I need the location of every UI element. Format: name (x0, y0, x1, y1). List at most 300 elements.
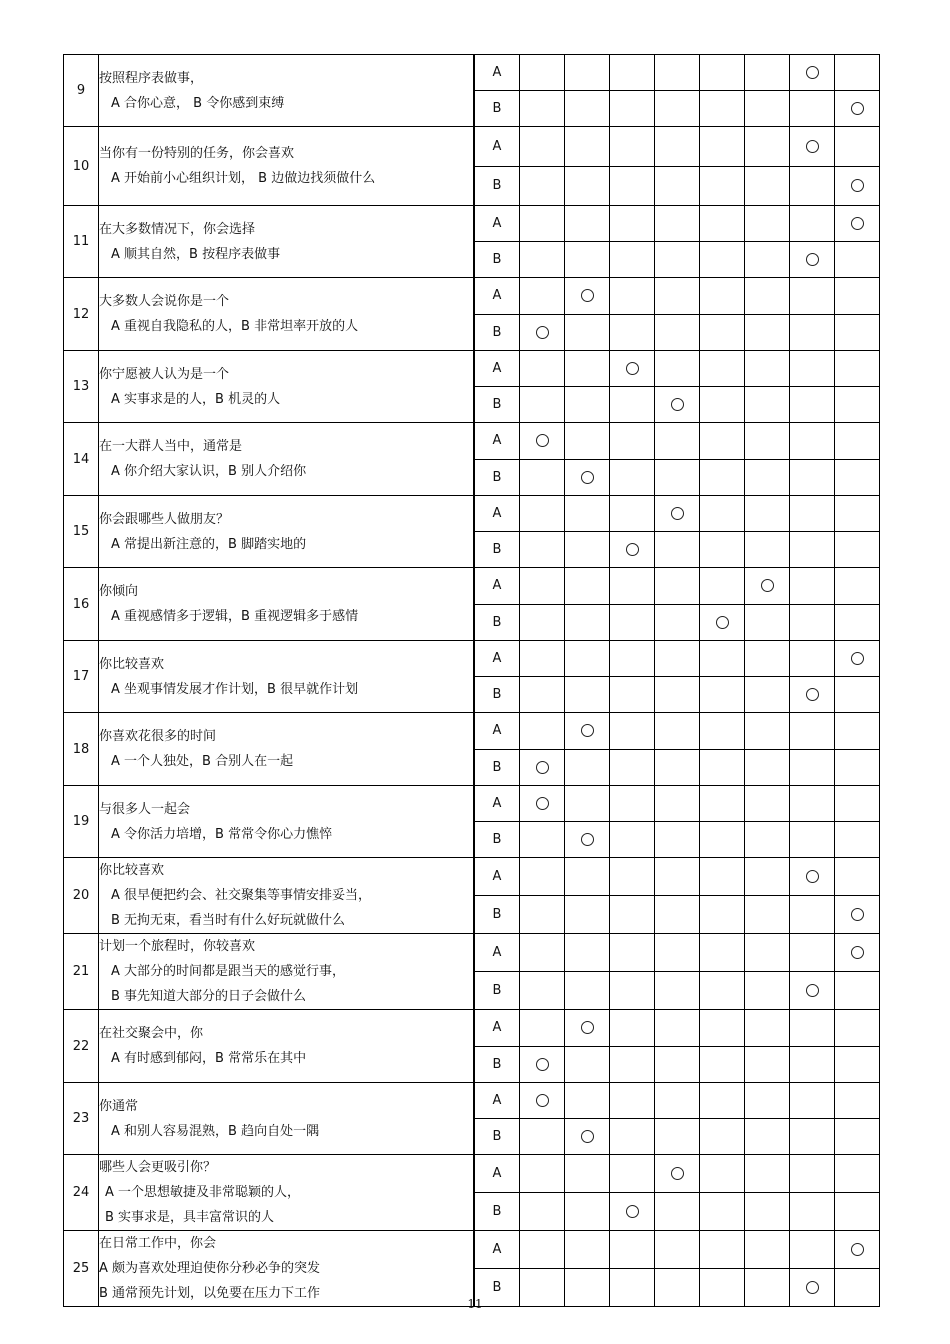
answer-cell[interactable] (835, 1046, 880, 1083)
question-number: 10 (64, 127, 99, 206)
answer-cell[interactable] (835, 713, 880, 750)
answer-cell[interactable] (655, 896, 700, 934)
answer-cell[interactable] (655, 1046, 700, 1083)
answer-cell[interactable] (610, 423, 655, 460)
answer-cell[interactable] (745, 532, 790, 568)
option-label: A (474, 786, 520, 822)
answer-cell[interactable] (520, 604, 565, 641)
answer-cell[interactable] (610, 1119, 655, 1155)
answer-cell[interactable] (655, 314, 700, 351)
answer-cell[interactable] (700, 314, 745, 351)
answer-cell[interactable] (610, 242, 655, 278)
answer-cell[interactable] (700, 1083, 745, 1119)
answer-cell[interactable] (610, 1010, 655, 1047)
answer-cell[interactable] (700, 278, 745, 315)
answer-cell[interactable] (835, 786, 880, 822)
option-label: B (474, 896, 520, 934)
answer-cell[interactable] (700, 786, 745, 822)
answer-cell[interactable] (790, 749, 835, 786)
answer-cell[interactable] (655, 278, 700, 315)
answer-cell[interactable] (565, 278, 610, 315)
answer-cell[interactable] (790, 314, 835, 351)
answer-cell[interactable] (790, 127, 835, 167)
answer-cell[interactable] (565, 749, 610, 786)
answer-cell[interactable] (655, 1010, 700, 1047)
answer-cell[interactable] (745, 972, 790, 1010)
answer-cell[interactable] (610, 822, 655, 858)
answer-cell[interactable] (700, 423, 745, 460)
question-text (99, 858, 475, 934)
answer-cell[interactable] (790, 91, 835, 127)
answer-cell[interactable] (520, 749, 565, 786)
answer-cell[interactable] (520, 713, 565, 750)
answer-cell[interactable] (700, 1119, 745, 1155)
answer-cell[interactable] (700, 387, 745, 423)
answer-cell[interactable] (745, 91, 790, 127)
answer-cell[interactable] (610, 496, 655, 532)
answer-cell[interactable] (745, 423, 790, 460)
answer-cell[interactable] (610, 641, 655, 677)
answer-cell[interactable] (610, 896, 655, 934)
answer-cell[interactable] (610, 568, 655, 605)
answer-cell[interactable] (565, 387, 610, 423)
answer-cell[interactable] (655, 858, 700, 896)
answer-cell[interactable] (610, 972, 655, 1010)
answer-cell[interactable] (835, 858, 880, 896)
answer-cell[interactable] (610, 55, 655, 91)
answer-cell[interactable] (745, 934, 790, 972)
answer-cell[interactable] (745, 1193, 790, 1231)
answer-cell[interactable] (565, 1083, 610, 1119)
answer-cell[interactable] (700, 1231, 745, 1269)
answer-cell[interactable] (790, 1083, 835, 1119)
answer-cell[interactable] (790, 387, 835, 423)
answer-cell[interactable] (520, 127, 565, 167)
answer-cell[interactable] (565, 459, 610, 496)
answer-cell[interactable] (745, 459, 790, 496)
answer-cell[interactable] (835, 1083, 880, 1119)
answer-cell[interactable] (790, 55, 835, 91)
answer-cell[interactable] (745, 242, 790, 278)
answer-cell[interactable] (835, 206, 880, 242)
answer-cell[interactable] (610, 459, 655, 496)
question-number: 21 (64, 934, 99, 1010)
answer-cell[interactable] (655, 206, 700, 242)
circle-mark-icon (806, 66, 819, 79)
answer-cell[interactable] (700, 496, 745, 532)
answer-cell[interactable] (565, 1155, 610, 1193)
answer-cell[interactable] (610, 677, 655, 713)
answer-cell[interactable] (655, 972, 700, 1010)
answer-cell[interactable] (790, 278, 835, 315)
answer-cell[interactable] (700, 713, 745, 750)
answer-cell[interactable] (520, 532, 565, 568)
answer-cell[interactable] (520, 314, 565, 351)
answer-cell[interactable] (700, 1046, 745, 1083)
answer-cell[interactable] (700, 858, 745, 896)
answer-cell[interactable] (610, 1155, 655, 1193)
answer-cell[interactable] (610, 1083, 655, 1119)
answer-cell[interactable] (565, 568, 610, 605)
answer-cell[interactable] (655, 1155, 700, 1193)
option-label: A (474, 1155, 520, 1193)
answer-cell[interactable] (790, 713, 835, 750)
answer-cell[interactable] (520, 423, 565, 460)
question-line: A 一个思想敏捷及非常聪颖的人， (105, 1185, 301, 1200)
answer-cell[interactable] (700, 677, 745, 713)
answer-cell[interactable] (565, 713, 610, 750)
answer-cell[interactable] (745, 1231, 790, 1269)
option-label: A (474, 127, 520, 167)
answer-cell[interactable] (790, 934, 835, 972)
answer-cell[interactable] (745, 677, 790, 713)
answer-cell[interactable] (655, 166, 700, 206)
answer-cell[interactable] (610, 166, 655, 206)
question-line: 按照程序表做事， (99, 70, 204, 86)
answer-cell[interactable] (520, 496, 565, 532)
answer-cell[interactable] (700, 1010, 745, 1047)
answer-cell[interactable] (835, 314, 880, 351)
answer-cell[interactable] (520, 1119, 565, 1155)
question-text (99, 351, 475, 423)
answer-cell[interactable] (655, 713, 700, 750)
answer-cell[interactable] (520, 166, 565, 206)
answer-cell[interactable] (655, 934, 700, 972)
answer-cell[interactable] (655, 1193, 700, 1231)
question-text (99, 568, 475, 641)
answer-cell[interactable] (565, 351, 610, 387)
answer-cell[interactable] (745, 351, 790, 387)
circle-mark-icon (806, 688, 819, 701)
answer-cell[interactable] (745, 387, 790, 423)
answer-cell[interactable] (655, 351, 700, 387)
answer-cell[interactable] (565, 972, 610, 1010)
answer-cell[interactable] (520, 1193, 565, 1231)
answer-cell[interactable] (700, 55, 745, 91)
answer-cell[interactable] (790, 896, 835, 934)
answer-cell[interactable] (520, 568, 565, 605)
answer-cell[interactable] (565, 1046, 610, 1083)
answer-cell[interactable] (610, 1231, 655, 1269)
answer-cell[interactable] (745, 1046, 790, 1083)
question-line: A 顺其自然，B 按程序表做事 (111, 246, 281, 262)
answer-cell[interactable] (520, 351, 565, 387)
answer-cell[interactable] (835, 278, 880, 315)
answer-cell[interactable] (790, 641, 835, 677)
answer-cell[interactable] (700, 242, 745, 278)
answer-cell[interactable] (610, 786, 655, 822)
answer-cell[interactable] (835, 496, 880, 532)
answer-cell[interactable] (565, 496, 610, 532)
answer-cell[interactable] (745, 496, 790, 532)
answer-cell[interactable] (520, 858, 565, 896)
answer-cell[interactable] (610, 1046, 655, 1083)
answer-cell[interactable] (790, 1119, 835, 1155)
answer-cell[interactable] (520, 1010, 565, 1047)
answer-row (64, 55, 880, 91)
circle-mark-icon (851, 179, 864, 192)
answer-cell[interactable] (565, 206, 610, 242)
answer-cell[interactable] (700, 749, 745, 786)
answer-cell[interactable] (835, 677, 880, 713)
circle-mark-icon (536, 1058, 549, 1071)
answer-cell[interactable] (700, 896, 745, 934)
answer-cell[interactable] (835, 1155, 880, 1193)
answer-cell[interactable] (610, 713, 655, 750)
answer-cell[interactable] (655, 822, 700, 858)
answer-cell[interactable] (835, 242, 880, 278)
answer-cell[interactable] (565, 641, 610, 677)
answer-cell[interactable] (835, 1119, 880, 1155)
answer-cell[interactable] (745, 55, 790, 91)
answer-cell[interactable] (520, 1155, 565, 1193)
answer-cell[interactable] (520, 896, 565, 934)
answer-cell[interactable] (565, 786, 610, 822)
answer-cell[interactable] (835, 896, 880, 934)
answer-cell[interactable] (700, 604, 745, 641)
answer-cell[interactable] (520, 972, 565, 1010)
answer-cell[interactable] (790, 532, 835, 568)
answer-cell[interactable] (520, 786, 565, 822)
answer-cell[interactable] (745, 314, 790, 351)
answer-cell[interactable] (655, 496, 700, 532)
answer-cell[interactable] (655, 423, 700, 460)
question-line: B 事先知道大部分的日子会做什么 (111, 989, 307, 1004)
option-label: A (474, 713, 520, 750)
answer-cell[interactable] (790, 459, 835, 496)
answer-cell[interactable] (565, 858, 610, 896)
answer-cell[interactable] (610, 858, 655, 896)
answer-cell[interactable] (520, 1231, 565, 1269)
answer-cell[interactable] (565, 532, 610, 568)
answer-cell[interactable] (565, 1231, 610, 1269)
answer-cell[interactable] (565, 677, 610, 713)
answer-cell[interactable] (610, 387, 655, 423)
answer-cell[interactable] (745, 568, 790, 605)
answer-cell[interactable] (745, 786, 790, 822)
answer-cell[interactable] (790, 423, 835, 460)
answer-cell[interactable] (520, 459, 565, 496)
answer-cell[interactable] (745, 1155, 790, 1193)
answer-cell[interactable] (835, 749, 880, 786)
answer-cell[interactable] (790, 206, 835, 242)
answer-cell[interactable] (565, 314, 610, 351)
answer-cell[interactable] (565, 55, 610, 91)
answer-cell[interactable] (520, 1083, 565, 1119)
answer-cell[interactable] (700, 91, 745, 127)
answer-cell[interactable] (565, 822, 610, 858)
answer-cell[interactable] (655, 55, 700, 91)
answer-cell[interactable] (745, 604, 790, 641)
answer-cell[interactable] (700, 166, 745, 206)
circle-mark-icon (671, 398, 684, 411)
answer-cell[interactable] (790, 496, 835, 532)
answer-cell[interactable] (655, 641, 700, 677)
question-line: 你比较喜欢 (99, 863, 165, 878)
answer-cell[interactable] (790, 568, 835, 605)
question-line: 你通常 (99, 1098, 139, 1114)
answer-cell[interactable] (745, 1010, 790, 1047)
answer-cell[interactable] (655, 91, 700, 127)
answer-cell[interactable] (610, 1193, 655, 1231)
answer-cell[interactable] (835, 604, 880, 641)
answer-cell[interactable] (700, 532, 745, 568)
question-line: 与很多人一起会 (99, 801, 191, 817)
answer-cell[interactable] (835, 1231, 880, 1269)
answer-cell[interactable] (655, 1119, 700, 1155)
answer-cell[interactable] (745, 641, 790, 677)
answer-cell[interactable] (700, 641, 745, 677)
answer-cell[interactable] (745, 896, 790, 934)
answer-cell[interactable] (565, 1010, 610, 1047)
answer-cell[interactable] (745, 713, 790, 750)
answer-cell[interactable] (790, 1193, 835, 1231)
answer-cell[interactable] (835, 387, 880, 423)
answer-cell[interactable] (565, 604, 610, 641)
answer-cell[interactable] (565, 1119, 610, 1155)
answer-cell[interactable] (835, 351, 880, 387)
answer-cell[interactable] (835, 568, 880, 605)
answer-cell[interactable] (790, 1155, 835, 1193)
question-number: 25 (64, 1231, 99, 1307)
answer-cell[interactable] (790, 786, 835, 822)
answer-cell[interactable] (700, 351, 745, 387)
answer-cell[interactable] (655, 568, 700, 605)
question-line: 在大多数情况下，你会选择 (99, 221, 256, 237)
answer-cell[interactable] (745, 206, 790, 242)
answer-cell[interactable] (565, 242, 610, 278)
answer-cell[interactable] (745, 749, 790, 786)
answer-cell[interactable] (835, 1010, 880, 1047)
answer-cell[interactable] (835, 641, 880, 677)
answer-cell[interactable] (655, 242, 700, 278)
answer-cell[interactable] (610, 314, 655, 351)
answer-cell[interactable] (520, 1046, 565, 1083)
answer-cell[interactable] (655, 387, 700, 423)
answer-cell[interactable] (835, 459, 880, 496)
option-label: B (474, 166, 520, 206)
answer-cell[interactable] (835, 532, 880, 568)
option-label: B (474, 532, 520, 568)
answer-cell[interactable] (565, 91, 610, 127)
answer-cell[interactable] (700, 972, 745, 1010)
answer-cell[interactable] (565, 1193, 610, 1231)
answer-cell[interactable] (610, 206, 655, 242)
answer-cell[interactable] (565, 896, 610, 934)
answer-cell[interactable] (520, 91, 565, 127)
answer-cell[interactable] (520, 206, 565, 242)
answer-cell[interactable] (520, 822, 565, 858)
answer-cell[interactable] (700, 934, 745, 972)
answer-cell[interactable] (655, 1231, 700, 1269)
answer-cell[interactable] (835, 91, 880, 127)
answer-cell[interactable] (655, 786, 700, 822)
answer-cell[interactable] (835, 972, 880, 1010)
answer-cell[interactable] (610, 278, 655, 315)
answer-cell[interactable] (655, 127, 700, 167)
answer-cell[interactable] (700, 459, 745, 496)
answer-cell[interactable] (790, 677, 835, 713)
answer-cell[interactable] (520, 934, 565, 972)
answer-cell[interactable] (745, 166, 790, 206)
answer-cell[interactable] (610, 127, 655, 167)
answer-cell[interactable] (745, 822, 790, 858)
question-number: 24 (64, 1155, 99, 1231)
answer-cell[interactable] (700, 206, 745, 242)
answer-cell[interactable] (565, 423, 610, 460)
answer-cell[interactable] (520, 278, 565, 315)
answer-cell[interactable] (790, 1231, 835, 1269)
answer-cell[interactable] (790, 822, 835, 858)
answer-cell[interactable] (745, 1119, 790, 1155)
answer-cell[interactable] (700, 127, 745, 167)
answer-cell[interactable] (610, 934, 655, 972)
answer-cell[interactable] (835, 1193, 880, 1231)
answer-cell[interactable] (655, 532, 700, 568)
answer-cell[interactable] (610, 532, 655, 568)
answer-cell[interactable] (520, 677, 565, 713)
answer-cell[interactable] (835, 423, 880, 460)
answer-cell[interactable] (610, 91, 655, 127)
answer-cell[interactable] (790, 242, 835, 278)
answer-cell[interactable] (790, 858, 835, 896)
answer-cell[interactable] (790, 604, 835, 641)
answer-cell[interactable] (655, 459, 700, 496)
answer-cell[interactable] (835, 166, 880, 206)
answer-cell[interactable] (790, 972, 835, 1010)
answer-cell[interactable] (655, 749, 700, 786)
answer-cell[interactable] (655, 1083, 700, 1119)
answer-cell[interactable] (520, 55, 565, 91)
question-line: 你会跟哪些人做朋友？ (99, 511, 230, 527)
answer-cell[interactable] (610, 351, 655, 387)
answer-cell[interactable] (565, 127, 610, 167)
question-line: 在一大群人当中，通常是 (99, 439, 243, 454)
answer-cell[interactable] (700, 568, 745, 605)
answer-cell[interactable] (835, 822, 880, 858)
answer-cell[interactable] (745, 278, 790, 315)
question-line: 当你有一份特别的任务，你会喜欢 (99, 146, 295, 161)
answer-cell[interactable] (835, 127, 880, 167)
answer-cell[interactable] (700, 1155, 745, 1193)
answer-cell[interactable] (835, 55, 880, 91)
answer-cell[interactable] (790, 166, 835, 206)
answer-cell[interactable] (520, 387, 565, 423)
answer-cell[interactable] (745, 127, 790, 167)
answer-cell[interactable] (520, 242, 565, 278)
answer-cell[interactable] (565, 166, 610, 206)
answer-cell[interactable] (565, 934, 610, 972)
answer-cell[interactable] (610, 749, 655, 786)
answer-cell[interactable] (790, 1010, 835, 1047)
answer-row (64, 858, 880, 896)
answer-cell[interactable] (835, 934, 880, 972)
answer-cell[interactable] (700, 822, 745, 858)
answer-cell[interactable] (610, 604, 655, 641)
answer-row (64, 568, 880, 605)
answer-row (64, 713, 880, 750)
answer-cell[interactable] (790, 351, 835, 387)
answer-cell[interactable] (655, 604, 700, 641)
option-label: A (474, 641, 520, 677)
answer-cell[interactable] (745, 1083, 790, 1119)
answer-cell[interactable] (700, 1193, 745, 1231)
answer-cell[interactable] (745, 858, 790, 896)
question-text (99, 1010, 475, 1083)
answer-cell[interactable] (520, 641, 565, 677)
answer-cell[interactable] (790, 1046, 835, 1083)
answer-cell[interactable] (655, 677, 700, 713)
